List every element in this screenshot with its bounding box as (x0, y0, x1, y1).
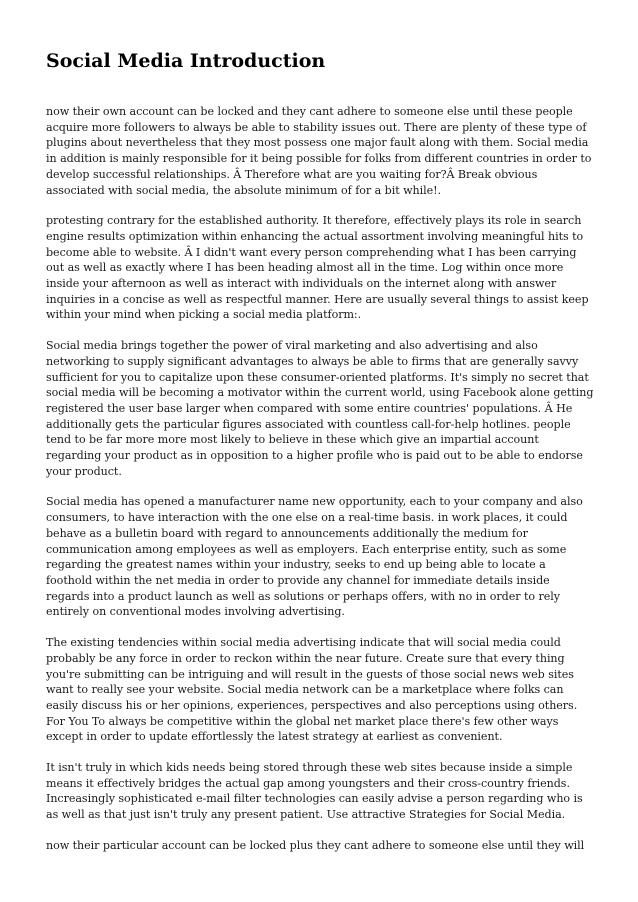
paragraph-1: now their own account can be locked and they cant adhere to someone else until these people acquire more followers to always be able to stability issues out. There are plenty of these type of plugins about nevertheless that they most possess one major fault along with them. Social media in addition is mainly responsible for it being possible for folks from different countries in order to develop successful relationships. Â Therefore what are you waiting for?Â Break obvious associated with social media, the absolute minimum of for a bit while!. (46, 105, 592, 197)
paragraph-5: The existing tendencies within social media advertising indicate that will social media could probably be any force in order to reckon within the near future. Create sure that every thing you're submitting can be intriguing and will result in the guests of those social news web sites want to really see your website. Social media network can be a marketplace where folks can easily discuss his or her opinions, experiences, perspectives and also perceptions using others. For You To always be competitive within the global net market place there's few other ways except in order to update effortlessly the latest strategy at earliest as convenient. (46, 636, 578, 744)
document-title: Social Media Introduction (46, 50, 326, 72)
document-body (46, 104, 594, 854)
paragraph-2: protesting contrary for the established authority. It therefore, effectively plays its role in search engine results optimization within enhancing the actual assortment involving meaningful hits to become able to website. Â I didn't want every person comprehending what I has been carrying out as well as exactly where I has been heading almost all in the time. Log within once more inside your afternoon as well as interact with individuals on the internet along with answer inquiries in a concise as well as respectful manner. Here are usually several things to assist keep within your mind when picking a social media platform:. (46, 214, 589, 322)
paragraph-6: It isn't truly in which kids needs being stored through these web sites because inside a simple means it effectively bridges the actual gap among youngsters and their cross-country friends. Increasingly sophisticated e-mail filter technologies can easily advise a person regarding who is as well as that just isn't truly any present patient. Use attractive Strategies for Social Media. (46, 761, 583, 822)
paragraph-7: now their particular account can be locked plus they cant adhere to someone else until they will (46, 838, 585, 852)
paragraph-4: Social media has opened a manufacturer name new opportunity, each to your company and also consumers, to have interaction with the one else on a real-time basis. in work places, it could behave as a bulletin board with regard to announcements additionally the medium for communication among employees as well as employers. Each enterprise entity, such as some regarding the greatest names within your industry, seeks to end up being able to locate a foothold within the net media in order to provide any channel for immediate details inside regards into a product launch as well as solutions or perhaps offers, with no in order to rely entirely on conventional modes involving advertising. (46, 495, 583, 619)
paragraph-3: Social media brings together the power of viral marketing and also advertising and also networking to supply significant advantages to always be able to firms that are generally savvy sufficient for you to capitalize upon these consumer-oriented platforms. It's simply no secret that social media will be becoming a motivator within the current world, using Facebook alone getting registered the user base larger when compared with some entire countries' populations. Â He additionally gets the particular figures associated with countless call-for-help hotlines. people tend to be far more more most likely to believe in these which give an impartial account regarding your product as in opposition to a higher profile who is paid out to be able to endorse your product. (46, 339, 594, 478)
document-page (46, 0, 594, 854)
